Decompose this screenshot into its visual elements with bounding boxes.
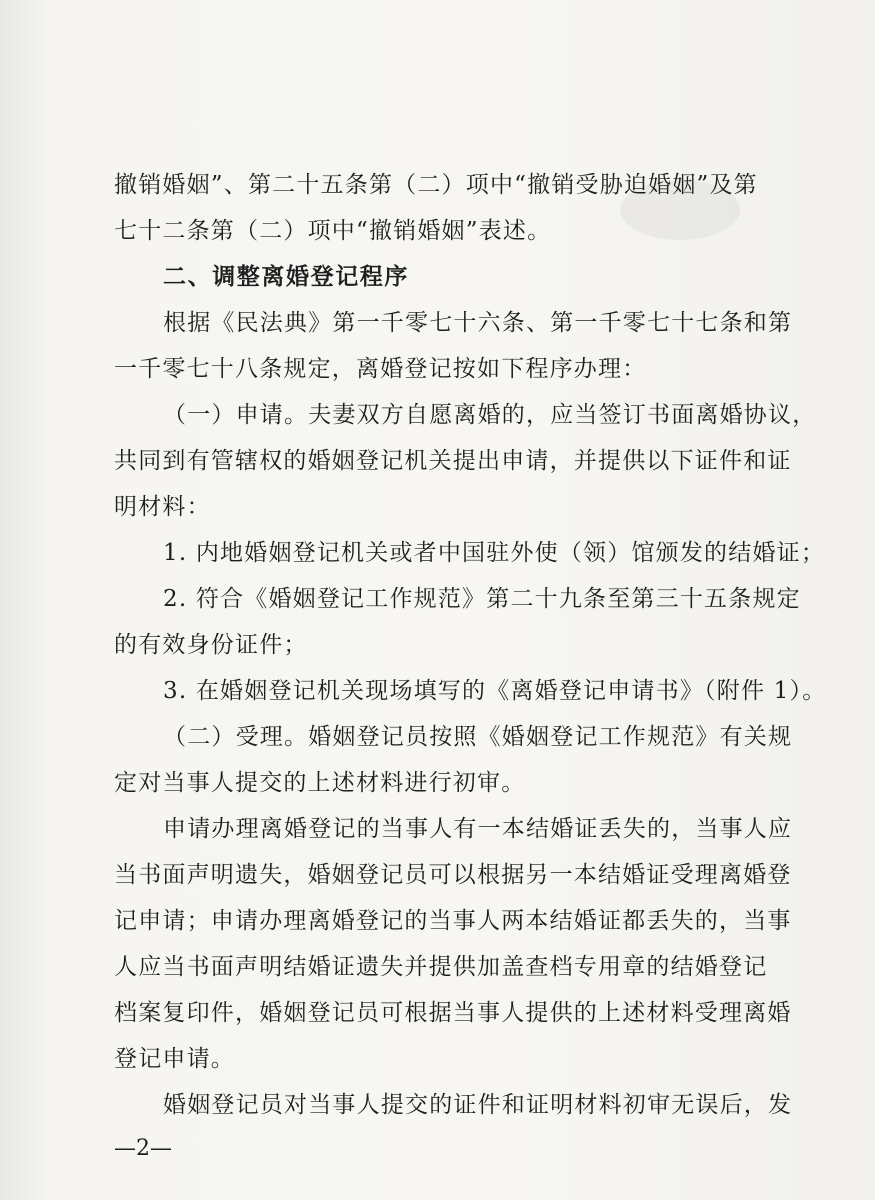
text-line-14: 定对当事人提交的上述材料进行初审。 [114,770,526,796]
text-line-1: 撤销婚姻”、第二十五条第（二）项中“撤销受胁迫婚姻”及第 [114,172,758,198]
text-line-9: 1. 内地婚姻登记机关或者中国驻外使（领）馆颁发的结婚证； [163,540,826,566]
section-heading: 二、调整离婚登记程序 [163,264,409,290]
text-line-19: 档案复印件，婚姻登记员可根据当事人提供的上述材料受理离婚 [114,1000,792,1026]
text-line-6: （一）申请。夫妻双方自愿离婚的，应当签订书面离婚协议， [163,402,817,428]
text-line-10: 2. 符合《婚姻登记工作规范》第二十九条至第三十五条规定 [163,586,801,612]
text-line-11: 的有效身份证件； [114,632,308,658]
text-line-15: 申请办理离婚登记的当事人有一本结婚证丢失的，当事人应 [163,816,793,842]
text-line-4: 根据《民法典》第一千零七十六条、第一千零七十七条和第 [163,310,793,336]
text-line-5: 一千零七十八条规定，离婚登记按如下程序办理： [114,356,647,382]
text-line-16: 当书面声明遗失，婚姻登记员可以根据另一本结婚证受理离婚登 [114,862,792,888]
text-line-12: 3. 在婚姻登记机关现场填写的《离婚登记申请书》（附件 1）。 [163,678,827,704]
text-line-8: 明材料： [114,494,211,520]
text-line-2: 七十二条第（二）项中“撤销婚姻”表述。 [114,218,552,244]
text-line-17: 记申请；申请办理离婚登记的当事人两本结婚证都丢失的，当事 [114,908,792,934]
text-line-21: 婚姻登记员对当事人提交的证件和证明材料初审无误后，发 [163,1092,793,1118]
text-line-13: （二）受理。婚姻登记员按照《婚姻登记工作规范》有关规 [163,724,793,750]
text-line-18: 人应当书面声明结婚证遗失并提供加盖查档专用章的结婚登记 [114,954,768,980]
page-number: —2— [114,1136,172,1161]
text-line-20: 登记申请。 [114,1046,235,1072]
text-line-7: 共同到有管辖权的婚姻登记机关提出申请，并提供以下证件和证 [114,448,792,474]
